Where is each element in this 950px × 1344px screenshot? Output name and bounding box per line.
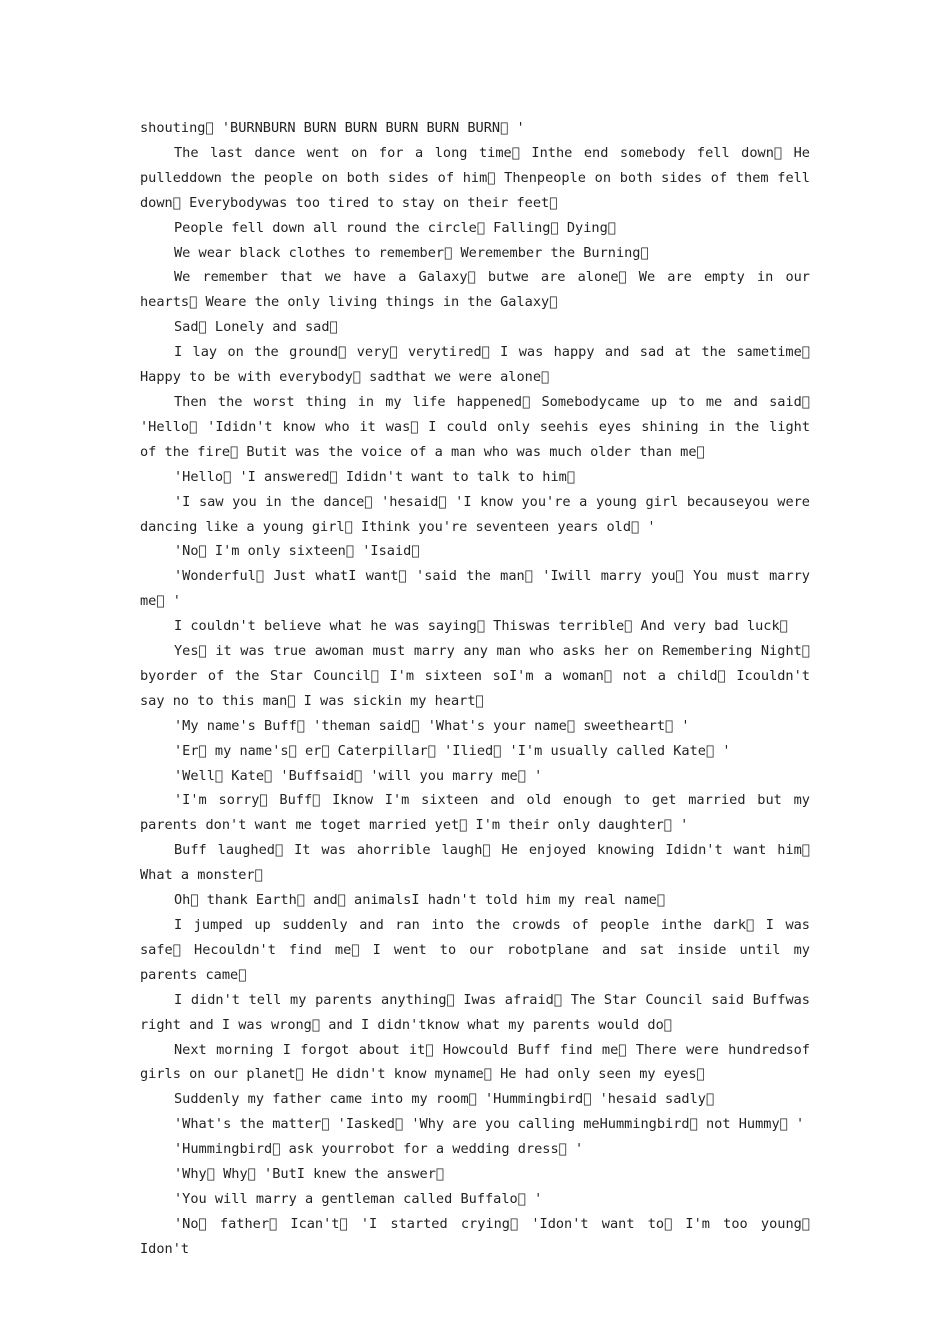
paragraph: The last dance went on for a long time  Inthe end somebody fell down  He pulleddown the people on both sides of him  Thenpeople on both sides of them fell down  Everybodywas too tired to stay on their feet  bbox=[140, 144, 810, 211]
paragraph: 'Hummingbird  ask yourrobot for a wedding dress  ' bbox=[174, 1141, 584, 1158]
paragraph: I lay on the ground  very  verytired  I was happy and sad at the sametime  Happy to be with everybody  sadthat we were alone  bbox=[140, 344, 810, 386]
paragraph: 'I saw you in the dance  'hesaid  'I know you're a young girl becauseyou were dancing like a young girl  Ithink you're seventeen years old  ' bbox=[140, 493, 810, 535]
paragraph: 'No  I'm only sixteen  'Isaid  bbox=[174, 543, 420, 560]
paragraph: 'Er  my name's  er  Caterpillar  'Ilied  'I'm usually called Kate  ' bbox=[174, 742, 731, 759]
paragraph: People fell down all round the circle  Falling  Dying  bbox=[174, 219, 616, 236]
paragraph: 'You will marry a gentleman called Buffalo  ' bbox=[174, 1190, 543, 1207]
paragraph: I couldn't believe what he was saying  Thiswas terrible  And very bad luck  bbox=[174, 618, 788, 635]
paragraph: Buff laughed  It was ahorrible laugh  He enjoyed knowing Ididn't want him  What a monster  bbox=[140, 842, 810, 884]
paragraph: 'What's the matter  'Iasked  'Why are you calling meHummingbird  not Hummy  ' bbox=[174, 1116, 805, 1133]
paragraph: 'Well  Kate  'Buffsaid  'will you marry me  ' bbox=[174, 767, 543, 784]
paragraph: 'My name's Buff  'theman said  'What's your name  sweetheart  ' bbox=[174, 717, 690, 734]
paragraph: Oh  thank Earth  and  animalsI hadn't told him my real name  bbox=[174, 892, 666, 909]
paragraph: Yes  it was true awoman must marry any man who asks her on Remembering Night  byorder of the Star Council  I'm sixteen soI'm a woman  not a child  Icouldn't say no to this man  I was sickin my heart  bbox=[140, 643, 810, 709]
paragraph: 'Hello  'I answered  Ididn't want to talk to him  bbox=[174, 468, 576, 485]
paragraph: Then the worst thing in my life happened  Somebodycame up to me and said  'Hello  'Ididn't know who it was  I could only seehis eyes shining in the light of the fire  Butit was the voice of a man who was much older than me  bbox=[140, 393, 810, 460]
paragraph: shouting  'BURNBURN BURN BURN BURN BURN BURN  ' bbox=[140, 120, 525, 136]
paragraph: 'I'm sorry  Buff  Iknow I'm sixteen and old enough to get married but my parents don't want me toget married yet  I'm their only daughter  ' bbox=[140, 792, 810, 834]
paragraph: I jumped up suddenly and ran into the crowds of people inthe dark  I was safe  Hecouldn't find me  I went to our robotplane and sat inside until my parents came  bbox=[140, 917, 810, 983]
paragraph: 'Wonderful  Just whatI want  'said the man  'Iwill marry you  You must marry me  ' bbox=[140, 568, 810, 610]
paragraph: We remember that we have a Galaxy  butwe are alone  We are empty in our hearts  Weare the only living things in the Galaxy  bbox=[140, 269, 810, 311]
paragraph: We wear black clothes to remember  Weremember the Burning  bbox=[174, 244, 649, 261]
paragraph: Sad  Lonely and sad  bbox=[174, 319, 338, 336]
paragraph: Suddenly my father came into my room  'Hummingbird  'hesaid sadly  bbox=[174, 1091, 715, 1108]
document-page bbox=[140, 116, 810, 1262]
paragraph: I didn't tell my parents anything  Iwas afraid  The Star Council said Buffwas right and I was wrong  and I didn'tknow what my parents would do  bbox=[140, 991, 810, 1033]
paragraph: 'No  father  Ican't  'I started crying  'Idon't want to  I'm too young  Idon't bbox=[140, 1215, 810, 1257]
paragraph: Next morning I forgot about it  Howcould Buff find me  There were hundredsof girls on our planet  He didn't know myname  He had only seen my eyes  bbox=[140, 1041, 810, 1083]
paragraph: 'Why  Why  'ButI knew the answer  bbox=[174, 1166, 445, 1183]
